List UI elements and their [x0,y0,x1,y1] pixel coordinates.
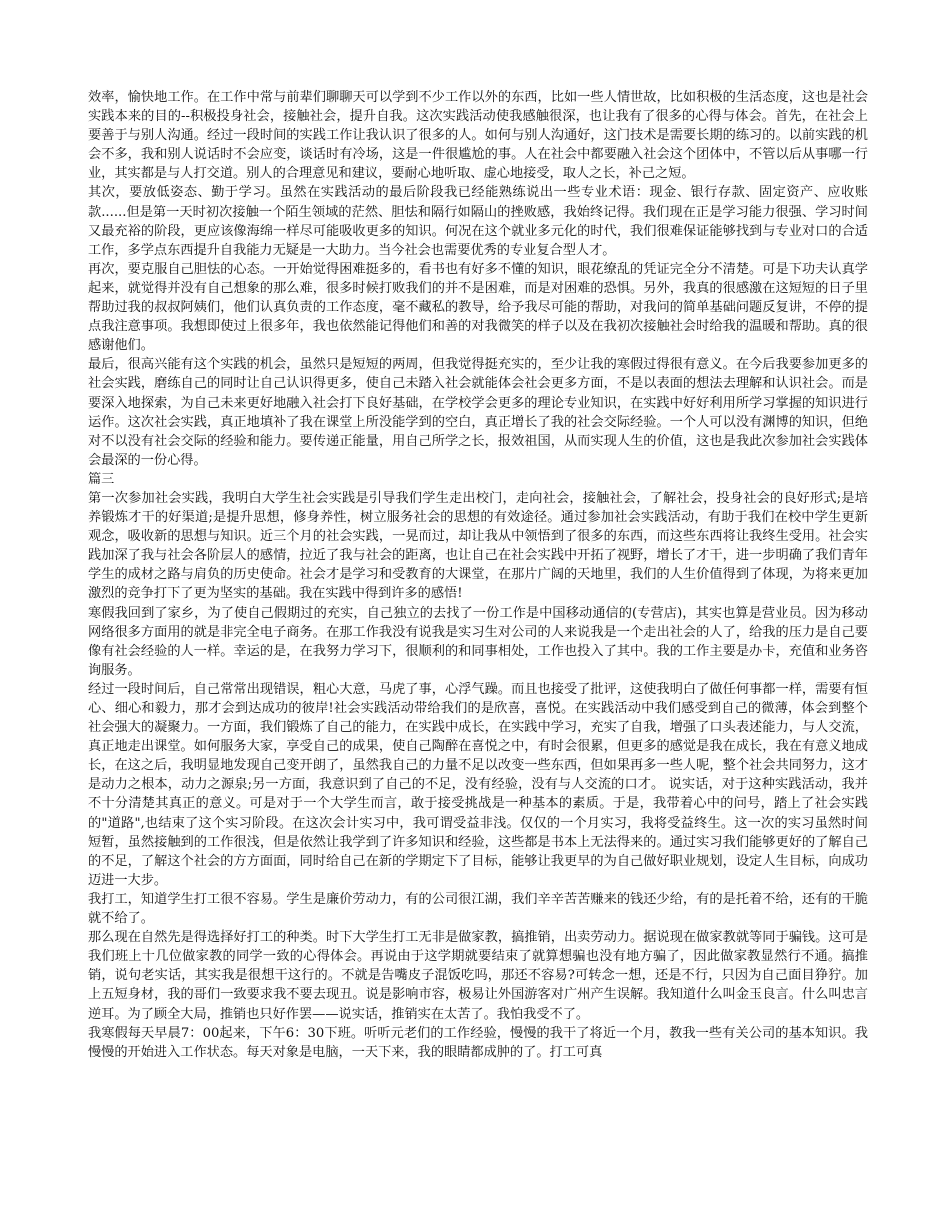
paragraph-student-work: 我打工，知道学生打工很不容易。学生是廉价劳动力，有的公司很江湖，我们辛辛苦苦赚来的钱还少给，有的是托着不给，还有的干脆就不给了。 [88,891,868,927]
paragraph-job-choice: 那么现在自然先是得选择好打工的种类。时下大学生打工无非是做家教，搞推销，出卖劳动力。据说现在做家教就等同于骗钱。这可是我们班上十几位做家教的同学一致的心得体会。再说由于这学期就要结束了就算想骗也没有地方骗了，因此做家教显然行不通。搞推销，说句老实话，其实我是很想干这行的。不就是告嘴皮子混饭吃吗，那还不容易?可转念一想，还是不行，只因为自己面目狰狞。加上五短身材，我的哥们一致要求我不要去现丑。说是影响市容，极易让外国游客对广州产生误解。我知道什么叫金玉良言。什么叫忠言逆耳。为了顾全大局，推销也只好作罢——说实话，推销实在太苦了。我怕我受不了。 [88,930,868,1022]
document-page [88,88,868,1218]
paragraph-first-practice: 第一次参加社会实践，我明白大学生社会实践是引导我们学生走出校门，走向社会，接触社会，了解社会，投身社会的良好形式;是培养锻炼才干的好渠道;是提升思想，修身养性，树立服务社会的思想的有效途径。通过参加社会实践活动，有助于我们在校中学生更新观念，吸收新的思想与知识。近三个月的社会实践，一晃而过，却让我从中领悟到了很多的东西，而这些东西将让我终生受用。社会实践加深了我与社会各阶层人的感情，拉近了我与社会的距离，也让自己在社会实践中开拓了视野，增长了才干，进一步明确了我们青年学生的成材之路与肩负的历史使命。社会才是学习和受教育的大课堂，在那片广阔的天地里，我们的人生价值得到了体现，为将来更加激烈的竞争打下了更为坚实的基础。我在实践中得到许多的感悟! [88,490,868,602]
paragraph-mobile-job: 寒假我回到了家乡，为了使自己假期过的充实，自己独立的去找了一份工作是中国移动通信的(专营店)，其实也算是营业员。因为移动网络很多方面用的就是非完全电子商务。在那工作我没有说我是实习生对公司的人来说我是一个走出社会的人了，给我的压力是自己要像有社会经验的人一样。幸运的是，在我努力学习下，很顺利的和同事相处，工作也投入了其中。我的工作主要是办卡，充值和业务咨询服务。 [88,605,868,678]
paragraph-study: 其次，要放低姿态、勤于学习。虽然在实践活动的最后阶段我已经能熟练说出一些专业术语：现金、银行存款、固定资产、应收账款......但是第一天时初次接触一个陌生领域的茫然、胆怯和隔行如隔山的挫败感，我始终记得。我们现在正是学习能力很强、学习时间又最充裕的阶段，更应该像海绵一样尽可能吸收更多的知识。何况在这个就业多元化的时代，我们很难保证能够找到与专业对口的合适工作，多学点东西提升自我能力无疑是一大助力。当今社会也需要优秀的专业复合型人才。 [88,185,868,258]
paragraph-daily-routine: 我寒假每天早晨7：00起来，下午6：30下班。听听元老们的工作经验，慢慢的我干了将近一个月，教我一些有关公司的基本知识。我慢慢的开始进入工作状态。每天对象是电脑，一天下来，我的眼睛都成肿的了。打工可真 [88,1025,868,1060]
paragraph-courage: 再次，要克服自己胆怯的心态。一开始觉得困难挺多的，看书也有好多不懂的知识，眼花缭乱的凭证完全分不清楚。可是下功夫认真学起来，就觉得并没有自己想象的那么难，很多时候打败我们的并不是困难，而是对困难的恐惧。另外，我真的很感激在这短短的日子里帮助过我的叔叔阿姨们，他们认真负责的工作态度，毫不藏私的教导，给予我尽可能的帮助，对我问的简单基础问题反复讲，不停的提点我注意事项。我想即使过上很多年，我也依然能记得他们和善的对我微笑的样子以及在我初次接触社会时给我的温暖和帮助。真的很感谢他们。 [88,261,868,354]
paragraph-communication: 效率，愉快地工作。在工作中常与前辈们聊聊天可以学到不少工作以外的东西，比如一些人情世故，比如积极的生活态度，这也是社会实践本来的目的--积极投身社会，接触社会，提升自我。这次实践活动使我感触很深，也让我有了很多的心得与体会。首先，在社会上要善于与别人沟通。经过一段时间的实践工作让我认识了很多的人。如何与别人沟通好，这门技术是需要长期的练习的。以前实践的机会不多，我和别人说话时不会应变，谈话时有冷场，这是一件很尴尬的事。人在社会中都要融入社会这个团体中，不管以后从事哪一行业，其实都是与人打交道。别人的合理意见和建议，要耐心地听取、虚心地接受，取人之长，补己之短。 [88,90,868,182]
paragraph-conclusion: 最后，很高兴能有这个实践的机会，虽然只是短短的两周，但我觉得挺充实的，至少让我的寒假过得很有意义。在今后我要参加更多的社会实践，磨练自己的同时让自己认识得更多，使自己未踏入社会就能体会社会更多方面，不是以表面的想法去理解和认识社会。而是要深入地探索，为自己未来更好地融入社会打下良好基础，在学校学会更多的理论专业知识，在实践中好好利用所学习掌握的知识进行运作。这次社会实践，真正地填补了我在课堂上所没能学到的空白，真正增长了我的社会交际经验。一个人可以没有渊博的知识，但绝对不以没有社会交际的经验和能力。要传递正能量，用自己所学之长，报效祖国，从而实现人生的价值，这也是我此次参加社会实践体会最深的一份心得。 [88,357,868,468]
paragraph-growth: 经过一段时间后，自己常常出现错误，粗心大意，马虎了事，心浮气躁。而且也接受了批评，这使我明白了做任何事都一样，需要有恒心、细心和毅力，那才会到达成功的彼岸!社会实践活动带给我们的是欣喜，喜悦。在实践活动中我们感受到自己的微薄，体会到整个社会强大的凝聚力。一方面，我们锻炼了自己的能力，在实践中成长，在实践中学习，充实了自我，增强了口头表述能力，与人交流，真正地走出课堂。如何服务大家，享受自己的成果，使自己陶醉在喜悦之中，有时会很累，但更多的感觉是我在成长，我在有意义地成长，在这之后，我明显地发现自己变开朗了，虽然我自己的力量不足以改变一些东西，但如果再多一些人呢，整个社会共同努力，这才是动力之根本，动力之源泉;另一方面，我意识到了自己的不足，没有经验，没有与人交流的口才。 说实话，对于这种实践活动，我并不十分清楚其真正的意义。可是对于一个大学生而言，敢于接受挑战是一种基本的素质。于是，我带着心中的问号，踏上了社会实践的"道路",也结束了这个实习阶段。在这次会计实习中，我可谓受益非浅。仅仅的一个月实习，我将受益终生。这一次的实习虽然时间短暂，虽然接触到的工作很浅，但是依然让我学到了许多知识和经验，这些都是书本上无法得来的。通过实习我们能够更好的了解自己的不足，了解这个社会的方方面面，同时给自己在新的学期定下了目标，能够让我更早的为自己做好职业规划，设定人生目标，向成功迈进一大步。 [88,681,868,888]
section-heading: 篇三 [88,471,115,487]
